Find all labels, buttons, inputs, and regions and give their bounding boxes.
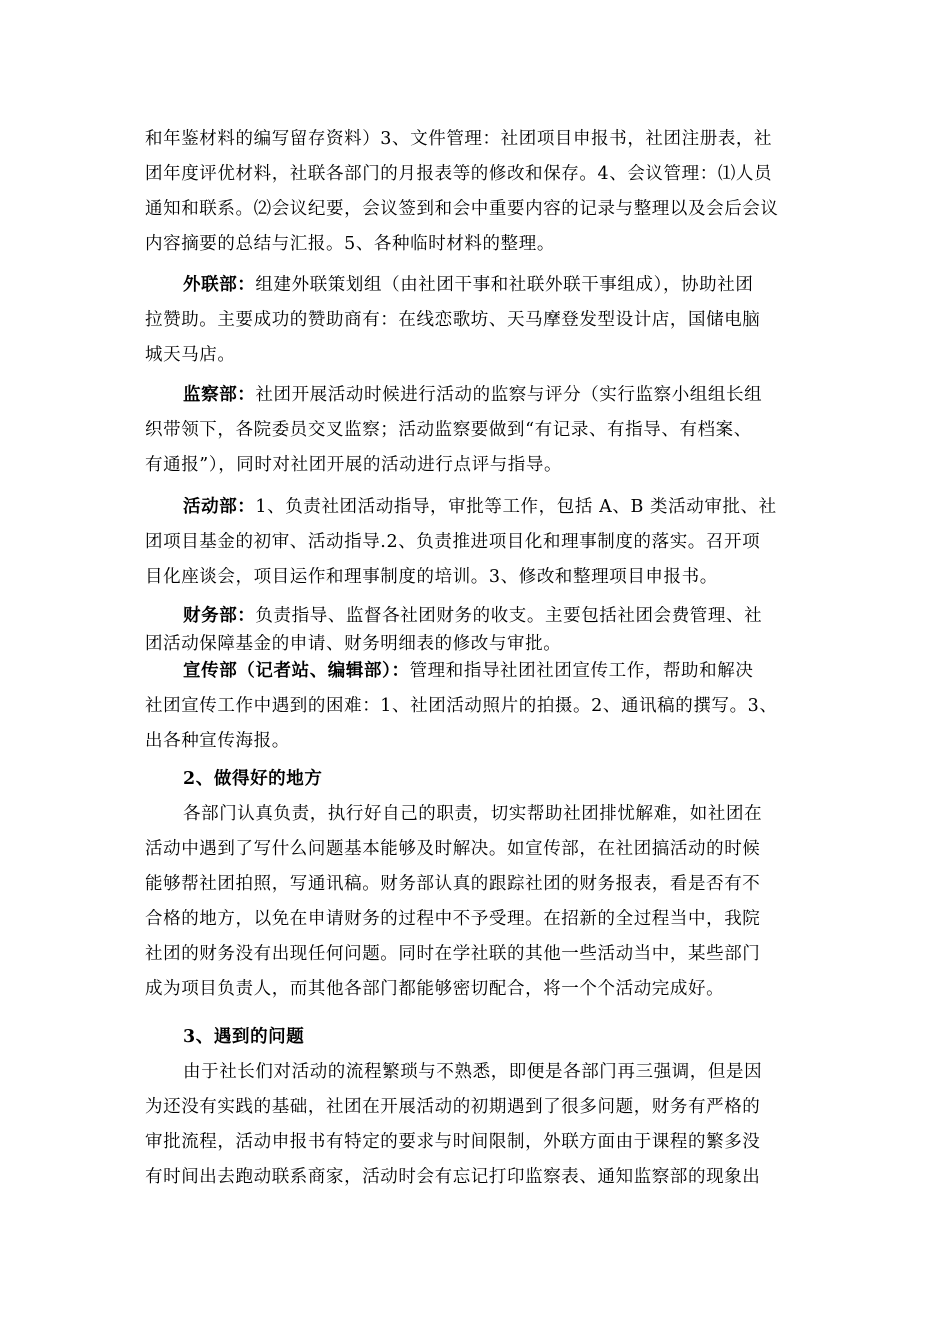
department-line: 社团宣传工作中遇到的困难：1、社团活动照片的拍摄。2、通讯稿的撰写。3、 <box>145 696 778 716</box>
department-name: 监察部： <box>183 385 256 405</box>
department-text: 社团开展活动时候进行活动的监察与评分（实行监察小组组长组 <box>255 385 763 405</box>
section-problems <box>145 1020 805 1195</box>
department-publicity <box>145 654 805 759</box>
department-outreach <box>145 268 805 373</box>
paragraph-line: 社团的财务没有出现任何问题。同时在学社联的其他一些活动当中，某些部门 <box>145 944 761 964</box>
section-well-done <box>145 762 805 1007</box>
paragraph-line: 成为项目负责人，而其他各部门都能够密切配合，将一个个活动完成好。 <box>145 979 725 999</box>
paragraph-line: 合格的地方，以免在申请财务的过程中不予受理。在招新的全过程当中，我院 <box>145 909 761 929</box>
department-line: 团项目基金的初审、活动指导.2、负责推进项目化和理事制度的落实。召开项 <box>145 532 761 552</box>
intro-line: 通知和联系。⑵会议纪要，会议签到和会中重要内容的记录与整理以及会后会议 <box>145 199 779 219</box>
intro-paragraph <box>145 122 805 262</box>
department-line: 团活动保障基金的申请、财务明细表的修改与审批。 <box>145 634 562 654</box>
department-first-line <box>145 378 805 413</box>
paragraph-line: 活动中遇到了写什么问题基本能够及时解决。如宣传部，在社团搞活动的时候 <box>145 839 761 859</box>
paragraph-line: 各部门认真负责，执行好自己的职责，切实帮助社团排忧解难，如社团在 <box>183 804 763 824</box>
department-first-line <box>145 654 805 689</box>
department-text: 1、负责社团活动指导，审批等工作，包括 A、B 类活动审批、社 <box>255 497 777 517</box>
department-text: 组建外联策划组（由社团干事和社联外联干事组成），协助社团 <box>255 275 754 295</box>
intro-line: 和年鉴材料的编写留存资料）3、文件管理：社团项目申报书，社团注册表，社 <box>145 129 773 149</box>
section-heading: 3、遇到的问题 <box>183 1027 305 1047</box>
department-first-line <box>145 490 805 525</box>
paragraph-line: 为还没有实践的基础，社团在开展活动的初期遇到了很多问题，财务有严格的 <box>145 1097 761 1117</box>
department-name: 外联部： <box>183 275 256 295</box>
intro-line: 团年度评优材料，社联各部门的月报表等的修改和保存。4、会议管理：⑴人员 <box>145 164 773 184</box>
department-line: 城天马店。 <box>145 345 236 365</box>
department-first-line <box>145 602 805 630</box>
department-name: 宣传部（记者站、编辑部）： <box>183 661 410 681</box>
intro-line: 内容摘要的总结与汇报。5、各种临时材料的整理。 <box>145 234 555 254</box>
department-supervision <box>145 378 805 483</box>
department-line: 出各种宣传海报。 <box>145 731 290 751</box>
department-text: 负责指导、监督各社团财务的收支。主要包括社团会费管理、社 <box>255 606 763 626</box>
department-activities <box>145 490 805 595</box>
department-text: 管理和指导社团社团宣传工作，帮助和解决 <box>409 661 754 681</box>
department-name: 财务部： <box>183 606 256 626</box>
department-name: 活动部： <box>183 497 256 517</box>
section-heading: 2、做得好的地方 <box>183 769 323 789</box>
paragraph-line: 由于社长们对活动的流程繁琐与不熟悉，即便是各部门再三强调，但是因 <box>183 1062 763 1082</box>
department-finance <box>145 602 805 658</box>
department-line: 有通报”），同时对社团开展的活动进行点评与指导。 <box>145 455 563 475</box>
department-line: 织带领下，各院委员交叉监察；活动监察要做到“有记录、有指导、有档案、 <box>145 420 752 440</box>
department-line: 目化座谈会，项目运作和理事制度的培训。3、修改和整理项目申报书。 <box>145 567 718 587</box>
paragraph-line: 有时间出去跑动联系商家，活动时会有忘记打印监察表、通知监察部的现象出 <box>145 1167 761 1187</box>
department-line: 拉赞助。主要成功的赞助商有：在线恋歌坊、天马摩登发型设计店，国储电脑 <box>145 310 761 330</box>
paragraph-line: 审批流程，活动申报书有特定的要求与时间限制，外联方面由于课程的繁多没 <box>145 1132 761 1152</box>
department-first-line <box>145 268 805 303</box>
paragraph-line: 能够帮社团拍照，写通讯稿。财务部认真的跟踪社团的财务报表，看是否有不 <box>145 874 761 894</box>
